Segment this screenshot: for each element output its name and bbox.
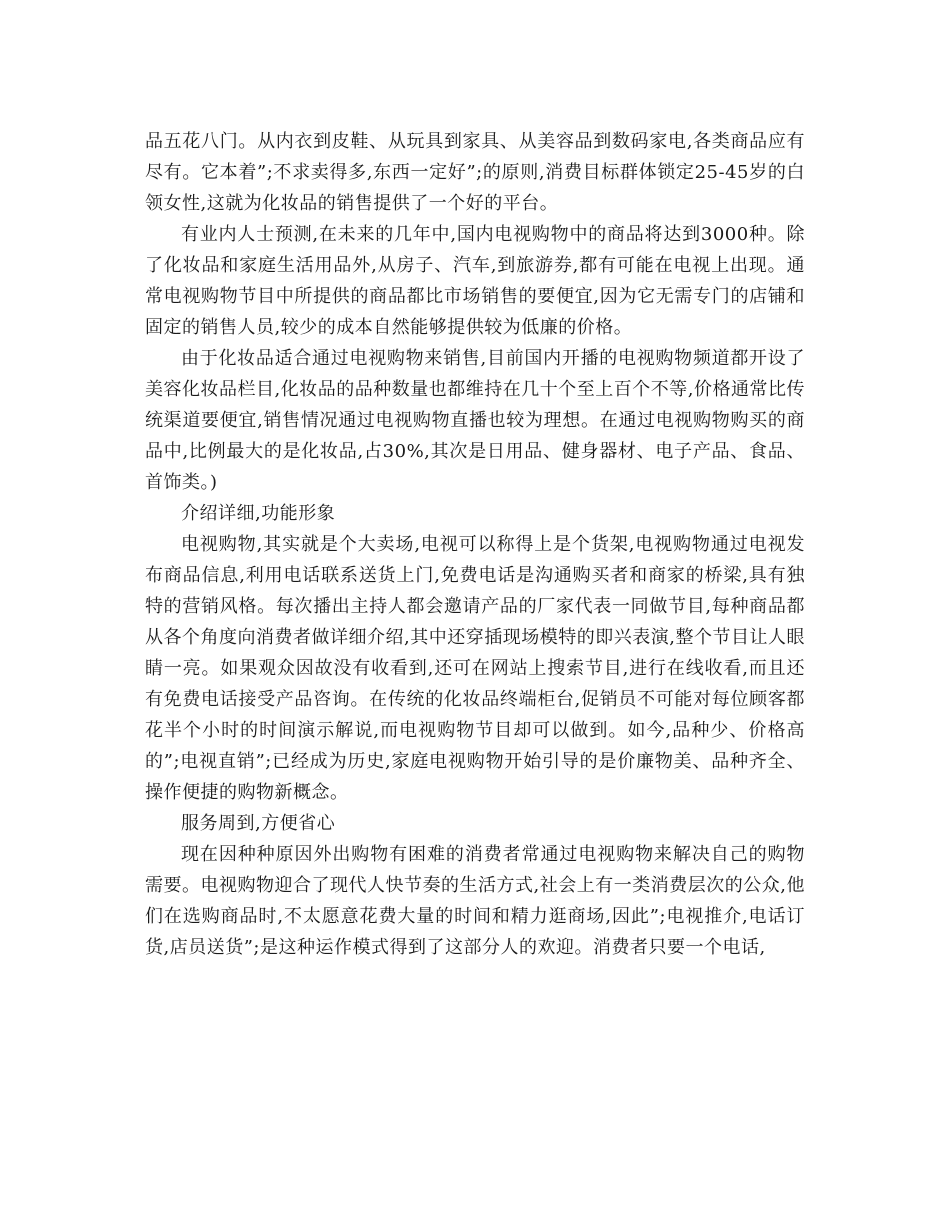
paragraph-4: 电视购物,其实就是个大卖场,电视可以称得上是个货架,电视购物通过电视发布商品信息,利用电话联系送货上门,免费电话是沟通购买者和商家的桥梁,具有独特的营销风格。每次播出主持人都会邀请产品的厂家代表一同做节目,每种商品都从各个角度向消费者做详细介绍,其中还穿插现场模特的即兴表演,整个节目让人眼睛一亮。如果观众因故没有收看到,还可在网站上搜索节目,进行在线收看,而且还有免费电话接受产品咨询。在传统的化妆品终端柜台,促销员不可能对每位顾客都花半个小时的时间演示解说,而电视购物节目却可以做到。如今,品种少、价格高的”;电视直销”;已经成为历史,家庭电视购物开始引导的是价廉物美、品种齐全、操作便捷的购物新概念。 bbox=[145, 534, 805, 803]
paragraph-5: 现在因种种原因外出购物有困难的消费者常通过电视购物来解决自己的购物需要。电视购物迎合了现代人快节奏的生活方式,社会上有一类消费层次的公众,他们在选购商品时,不太愿意花费大量的时间和精力逛商场,因此”;电视推介,电话订货,店员送货”;是这种运作模式得到了这部分人的欢迎。消费者只要一个电话, bbox=[145, 844, 805, 958]
section-heading-details: 介绍详细,功能形象 bbox=[181, 503, 336, 524]
paragraph-3: 由于化妆品适合通过电视购物来销售,目前国内开播的电视购物频道都开设了美容化妆品栏目,化妆品的品种数量也都维持在几十个至上百个不等,价格通常比传统渠道要便宜,销售情况通过电视购物直播也较为理想。在通过电视购物购买的商品中,比例最大的是化妆品,占30%,其次是日用品、健身器材、电子产品、食品、首饰类。) bbox=[145, 348, 805, 493]
paragraph-2: 有业内人士预测,在未来的几年中,国内电视购物中的商品将达到3000种。除了化妆品和家庭生活用品外,从房子、汽车,到旅游券,都有可能在电视上出现。通常电视购物节目中所提供的商品都比市场销售的要便宜,因为它无需专门的店铺和固定的销售人员,较少的成本自然能够提供较为低廉的价格。 bbox=[145, 224, 805, 338]
document-body bbox=[145, 126, 805, 963]
section-heading-service: 服务周到,方便省心 bbox=[181, 813, 336, 834]
paragraph-1: 品五花八门。从内衣到皮鞋、从玩具到家具、从美容品到数码家电,各类商品应有尽有。它本着”;不求卖得多,东西一定好”;的原则,消费目标群体锁定25-45岁的白领女性,这就为化妆品的销售提供了一个好的平台。 bbox=[145, 131, 805, 214]
